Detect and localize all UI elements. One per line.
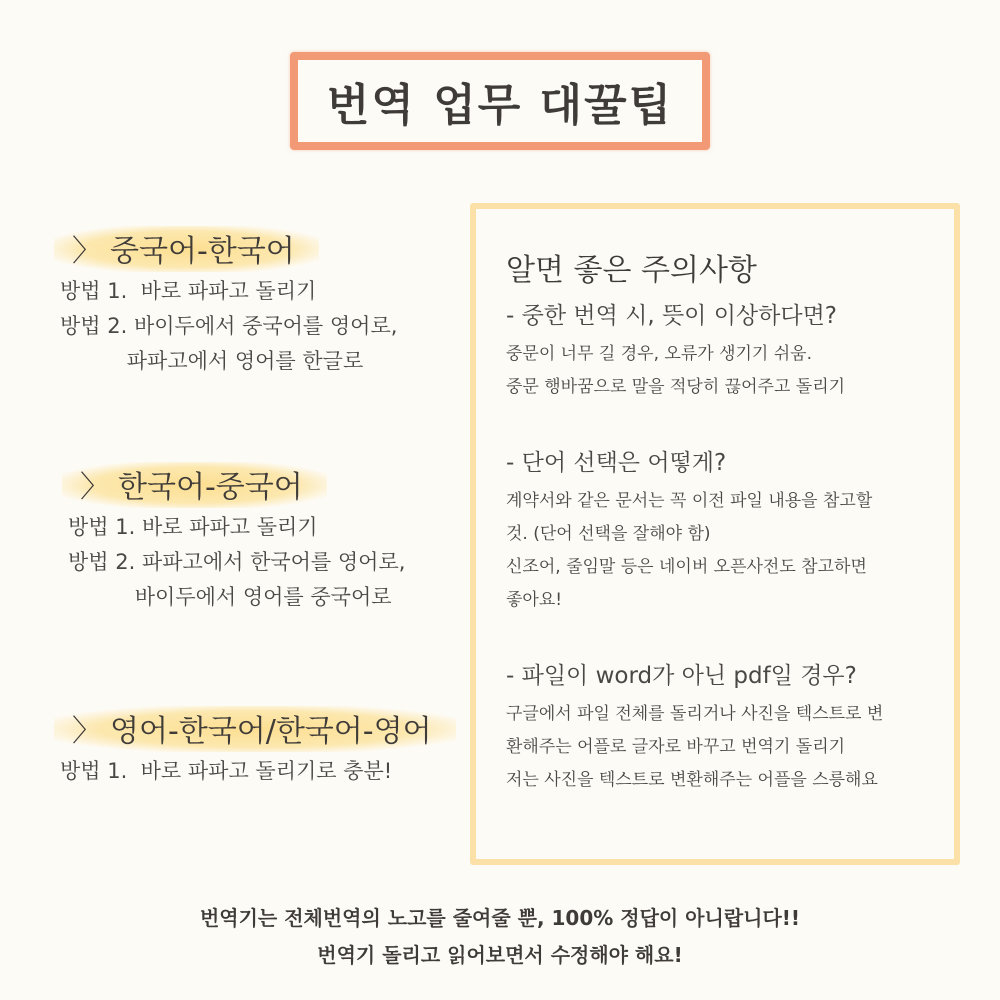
note-question: - 파일이 word가 아닌 pdf일 경우? [506, 663, 857, 689]
section-heading [68, 458, 317, 510]
chevron-right-icon: 〉 [80, 470, 110, 505]
section-heading-text: 중국어-한국어 [110, 234, 295, 269]
notes-box [470, 203, 960, 865]
note-answer: 좋아요! [506, 590, 563, 610]
note-answer: 환해주는 어플로 글자로 바꾸고 번역기 돌리기 [506, 737, 846, 757]
note-item [506, 444, 930, 617]
page-title: 번역 업무 대꿀팁 [326, 80, 674, 131]
footer-line: 번역기 돌리고 읽어보면서 수정해야 해요! [317, 943, 683, 967]
notes-title: 알면 좋은 주의사항 [506, 253, 757, 288]
method-line: 방법 1. 바로 파파고 돌리기 [68, 515, 318, 539]
footer [0, 900, 1000, 974]
section-heading-text: 한국어-중국어 [118, 470, 303, 505]
note-answer: 것. (단어 선택을 잘해야 함) [506, 524, 711, 544]
note-item [506, 657, 930, 797]
note-answer: 계약서와 같은 문서는 꼭 이전 파일 내용을 참고할 [506, 491, 873, 511]
section-ko-zh [68, 458, 468, 615]
note-answer: 신조어, 줄임말 등은 네이버 오픈사전도 참고하면 [506, 557, 867, 577]
footer-line: 번역기는 전체번역의 노고를 줄여줄 뿐, 100% 정답이 아니랍니다!! [199, 906, 801, 930]
method-line: 방법 1. 바로 파파고 돌리기 [60, 279, 317, 303]
note-answer: 중문이 너무 길 경우, 오류가 생기기 쉬움. [506, 344, 812, 364]
note-question: - 단어 선택은 어떻게? [506, 450, 727, 476]
section-heading-text: 영어-한국어/한국어-영어 [110, 714, 432, 749]
note-question: - 중한 번역 시, 뜻이 이상하다면? [506, 303, 837, 329]
method-line: 방법 2. 바이두에서 중국어를 영어로, [60, 314, 398, 338]
note-item [506, 297, 930, 404]
method-line: 방법 1. 바로 파파고 돌리기로 충분! [60, 759, 393, 783]
note-answer: 저는 사진을 텍스트로 변환해주는 어플을 스릉해요 [506, 770, 878, 790]
title-box [290, 52, 710, 150]
chevron-right-icon: 〉 [72, 234, 102, 269]
section-heading [60, 222, 309, 274]
chevron-right-icon: 〉 [72, 714, 102, 749]
note-answer: 구글에서 파일 전체를 돌리거나 사진을 텍스트로 변 [506, 704, 884, 724]
method-line: 바이두에서 영어를 중국어로 [68, 585, 392, 609]
section-heading [60, 702, 446, 754]
section-en-ko [60, 702, 460, 789]
note-answer: 중문 행바꿈으로 말을 적당히 끊어주고 돌리기 [506, 377, 846, 397]
section-zh-ko [60, 222, 460, 379]
method-line: 파파고에서 영어를 한글로 [60, 349, 364, 373]
method-line: 방법 2. 파파고에서 한국어를 영어로, [68, 550, 406, 574]
